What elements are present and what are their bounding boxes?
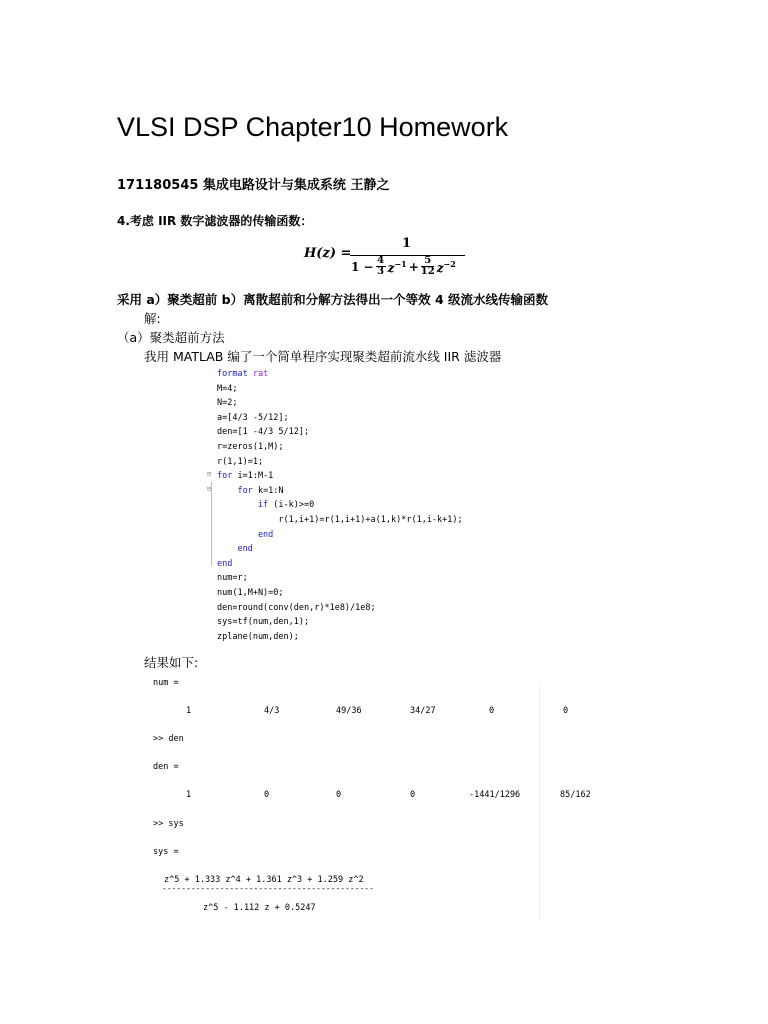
output-value: 49/36 xyxy=(336,706,362,716)
sys-command: >> sys xyxy=(153,819,184,829)
output-value: 0 xyxy=(410,790,416,800)
term2-exp: −2 xyxy=(443,258,456,269)
code-line xyxy=(217,601,463,616)
output-value: 34/27 xyxy=(410,706,436,716)
term1-z: z xyxy=(387,260,395,275)
page-title: VLSI DSP Chapter10 Homework xyxy=(117,112,509,142)
fraction-four-thirds xyxy=(376,256,386,277)
output-value: -1441/1296 xyxy=(469,790,521,800)
code-line xyxy=(217,557,463,572)
output-value: 0 xyxy=(264,790,270,800)
frac2-den: 12 xyxy=(420,266,435,277)
code-keyword: end xyxy=(217,558,233,569)
code-text: num=r; xyxy=(217,573,248,584)
column-divider xyxy=(539,684,540,920)
code-line xyxy=(217,615,463,630)
transfer-function-formula xyxy=(304,236,469,280)
sys-fraction-dashes: -------------------------------------------- xyxy=(162,884,374,893)
code-text: den=round(conv(den,r)*1e8)/1e8; xyxy=(217,602,376,613)
code-text: (i-k)>=0 xyxy=(268,500,315,511)
sys-numerator: z^5 + 1.333 z^4 + 1.361 z^3 + 1.259 z^2 xyxy=(164,875,364,885)
code-text: a=[4/3 -5/12]; xyxy=(217,412,289,423)
formula-numerator: 1 xyxy=(402,236,412,251)
code-keyword: for xyxy=(217,485,253,496)
instruction-text: 采用 a）聚类超前 b）离散超前和分解方法得出一个等效 4 级流水线传输函数 xyxy=(117,292,548,307)
output-value: 1 xyxy=(186,706,192,716)
code-line xyxy=(217,484,463,499)
sys-denominator: z^5 - 1.112 z + 0.5247 xyxy=(203,903,316,913)
code-text: den=[1 -4/3 5/12]; xyxy=(217,427,310,438)
num-label: num = xyxy=(153,678,179,688)
code-line xyxy=(217,571,463,586)
code-keyword: format xyxy=(217,369,248,379)
code-text: k=1:N xyxy=(252,485,284,496)
code-line xyxy=(217,411,463,426)
output-value: 0 xyxy=(489,706,495,716)
term1-exp: −1 xyxy=(394,258,407,269)
den-command: >> den xyxy=(153,734,184,744)
code-line xyxy=(217,455,463,470)
den-label: den = xyxy=(153,762,179,772)
term2 xyxy=(437,259,456,275)
code-line xyxy=(217,382,463,397)
code-keyword: end xyxy=(217,529,274,540)
output-value: 0 xyxy=(336,790,342,800)
output-value: 0 xyxy=(563,706,569,716)
code-line xyxy=(217,469,463,484)
matlab-intro: 我用 MATLAB 编了一个简单程序实现聚类超前流水线 IIR 滤波器 xyxy=(144,349,502,364)
frac1-num: 4 xyxy=(377,255,385,266)
output-value: 4/3 xyxy=(264,706,280,716)
output-value: 85/162 xyxy=(560,790,591,800)
code-line xyxy=(217,513,463,528)
formula-lhs: H(z) = xyxy=(304,246,352,261)
part-a-heading: （a）聚类超前方法 xyxy=(117,330,225,345)
matlab-code-block xyxy=(217,367,463,644)
code-line xyxy=(217,440,463,455)
code-line xyxy=(217,528,463,543)
code-line xyxy=(217,586,463,601)
code-keyword: end xyxy=(217,544,253,555)
plus-sign: + xyxy=(408,259,419,274)
term1 xyxy=(388,259,407,275)
code-text: i=1:M-1 xyxy=(232,471,274,482)
term2-z: z xyxy=(436,260,444,275)
fraction-five-twelfths xyxy=(421,256,435,277)
code-text: M=4; xyxy=(217,383,238,394)
code-line xyxy=(217,396,463,411)
sys-label: sys = xyxy=(153,847,179,857)
code-text: sys=tf(num,den,1); xyxy=(217,617,310,628)
code-text: r=zeros(1,M); xyxy=(217,441,284,452)
den-one: 1 − xyxy=(351,259,374,274)
code-text: r(1,1)=1; xyxy=(217,456,264,467)
code-keyword: if xyxy=(217,500,269,511)
frac1-den: 3 xyxy=(377,266,385,277)
solution-label: 解: xyxy=(144,311,161,326)
frac2-num: 5 xyxy=(424,255,432,266)
formula-denominator xyxy=(351,256,456,277)
fold-marker-icon[interactable]: ⊟ xyxy=(207,470,212,478)
author-line: 171180545 集成电路设计与集成系统 王静之 xyxy=(117,178,390,193)
question-text: 4.考虑 IIR 数字滤波器的传输函数： xyxy=(117,214,313,228)
result-label: 结果如下: xyxy=(144,655,199,670)
code-line xyxy=(217,542,463,557)
code-text: num(1,M+N)=0; xyxy=(217,587,284,598)
code-line xyxy=(217,367,463,382)
code-text: N=2; xyxy=(217,398,238,409)
code-keyword: for xyxy=(217,471,233,482)
code-string: rat xyxy=(252,369,269,379)
code-text: zplane(num,den); xyxy=(217,631,299,642)
code-line xyxy=(217,630,463,645)
code-line xyxy=(217,425,463,440)
fold-guide-line xyxy=(211,497,212,549)
code-line xyxy=(217,498,463,513)
output-value: 1 xyxy=(186,790,192,800)
fold-marker-icon[interactable]: ⊟ xyxy=(207,485,212,493)
code-text: r(1,i+1)=r(1,i+1)+a(1,k)*r(1,i-k+1); xyxy=(217,514,463,525)
